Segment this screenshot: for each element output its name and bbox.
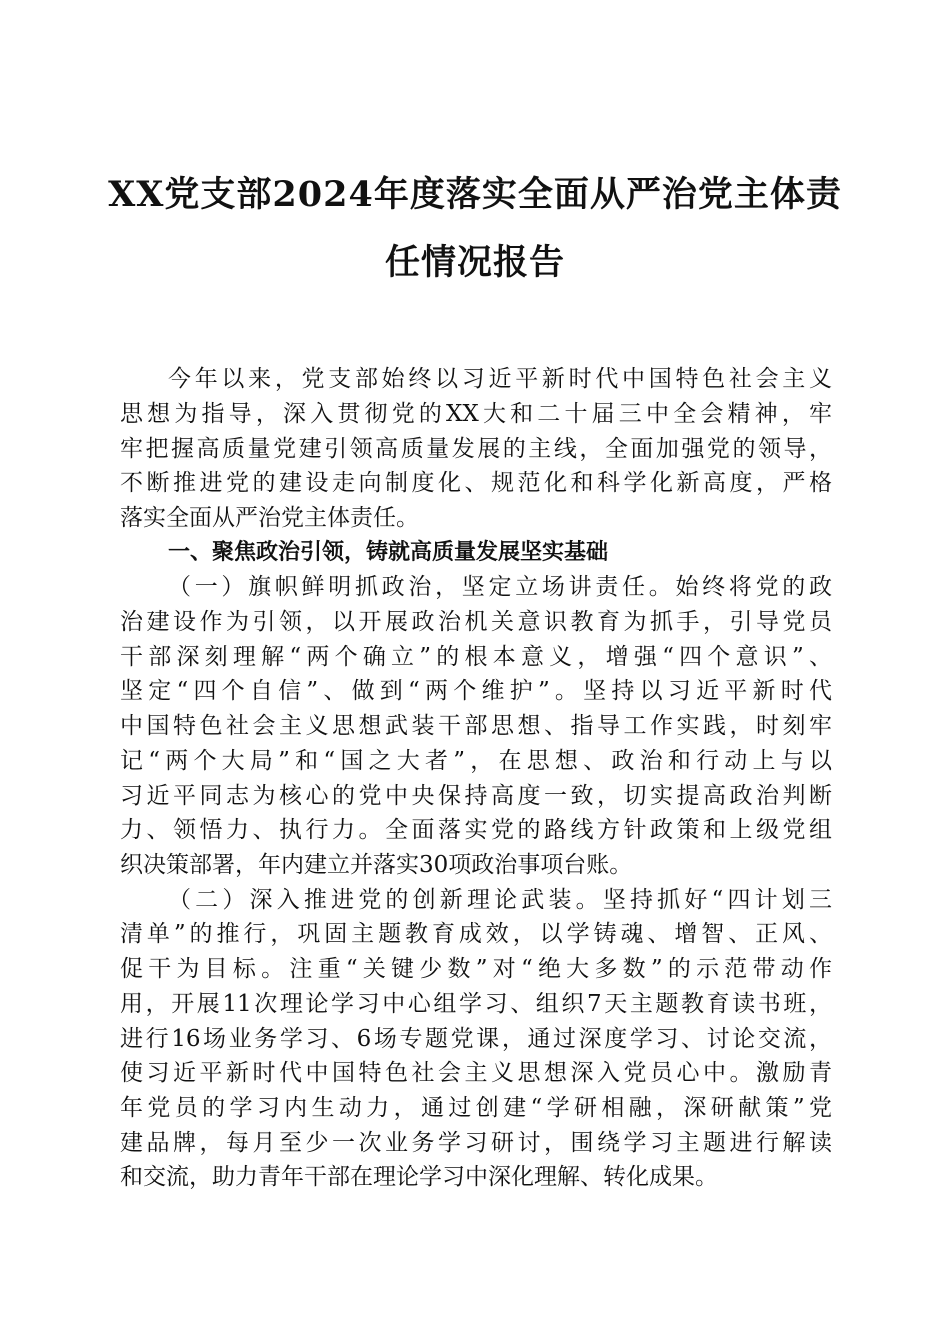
paragraph-line: 治建设作为引领，以开展政治机关意识教育为抓手，引导党员 [120,609,832,635]
paragraph-line: 清单”的推行，巩固主题教育成效，以学铸魂、增智、正风、 [120,921,832,947]
intro-line: 牢把握高质量党建引领高质量发展的主线，全面加强党的领导， [120,436,832,462]
section-heading: 一、聚焦政治引领，铸就高质量发展坚实基础 [168,540,609,565]
paragraph-line: （一）旗帜鲜明抓政治，坚定立场讲责任。始终将党的政 [168,574,832,600]
paragraph-line: 年党员的学习内生动力，通过创建“学研相融，深研献策”党 [120,1095,832,1121]
paragraph-line: 促干为目标。注重“关键少数”对“绝大多数”的示范带动作 [120,956,832,982]
paragraph-line: （二）深入推进党的创新理论武装。坚持抓好“四计划三 [168,887,832,913]
paragraph-line: 用，开展11次理论学习中心组学习、组织7天主题教育读书班， [120,991,832,1017]
paragraph-line: 使习近平新时代中国特色社会主义思想深入党员心中。激励青 [120,1060,832,1086]
intro-line: 不断推进党的建设走向制度化、规范化和科学化新高度，严格 [120,470,832,496]
paragraph-line: 坚定“四个自信”、做到“两个维护”。坚持以习近平新时代 [120,678,832,704]
paragraph-line: 进行16场业务学习、6场专题党课，通过深度学习、讨论交流， [120,1026,832,1052]
paragraph-line: 中国特色社会主义思想武装干部思想、指导工作实践，时刻牢 [120,713,832,739]
paragraph-line: 织决策部署，年内建立并落实30项政治事项台账。 [120,852,633,878]
document-title-line-1: XX党支部2024年度落实全面从严治党主体责 [108,174,842,215]
paragraph-line: 习近平同志为核心的党中央保持高度一致，切实提高政治判断 [120,783,832,809]
paragraph-line: 和交流，助力青年干部在理论学习中深化理解、转化成果。 [120,1164,718,1190]
paragraph-line: 力、领悟力、执行力。全面落实党的路线方针政策和上级党组 [120,817,832,843]
intro-line: 今年以来，党支部始终以习近平新时代中国特色社会主义 [168,366,832,392]
paragraph-line: 建品牌，每月至少一次业务学习研讨，围绕学习主题进行解读 [120,1130,832,1156]
paragraph-line: 记“两个大局”和“国之大者”，在思想、政治和行动上与以 [120,748,832,774]
paragraph-line: 干部深刻理解“两个确立”的根本意义，增强“四个意识”、 [120,644,832,670]
document-title-line-2: 任情况报告 [384,242,565,283]
intro-line: 落实全面从严治党主体责任。 [120,505,419,531]
intro-line: 思想为指导，深入贯彻党的XX大和二十届三中全会精神，牢 [120,401,832,427]
